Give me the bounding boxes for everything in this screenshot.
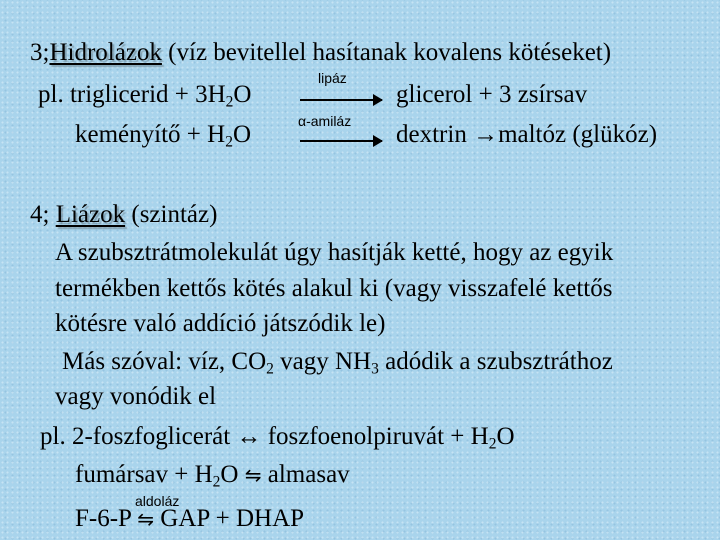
- reaction-1-products: glicerol + 3 zsírsav: [396, 81, 588, 108]
- reaction-2-reactants-text: keményítő + H: [75, 121, 226, 148]
- reaction-1-enzyme: lipáz: [318, 70, 347, 86]
- reaction-2-arrow-icon: [300, 140, 382, 142]
- para2-text-a: Más szóval: víz, CO: [62, 348, 267, 375]
- example-2: [75, 460, 350, 490]
- section-3-description: (víz bevitellel hasítanak kovalens kötéseket): [161, 39, 612, 66]
- reaction-1-arrow-icon: [300, 99, 382, 101]
- example-2-product: almasav: [267, 461, 350, 488]
- paragraph-2-line-1: [62, 347, 613, 377]
- paragraph-line-1: A szubsztrátmolekulát úgy hasítják ketté, hogy az egyik: [55, 239, 614, 266]
- example-2-text: fumársav + H: [75, 461, 213, 488]
- example-1-subscript: 2: [488, 435, 497, 453]
- equilibrium-arrows-icon: ⇋: [244, 463, 262, 487]
- paragraph-2-line-2: vagy vonódik el: [55, 383, 217, 410]
- example-3-reactant: F-6-P: [75, 505, 132, 532]
- section-3-heading: [30, 38, 611, 68]
- reaction-1-reactants: [38, 80, 251, 110]
- reaction-1-reactants-suffix: O: [233, 81, 252, 108]
- section-3-number: 3;: [30, 39, 50, 66]
- paragraph-line-3: kötésre való addíció játszódik le): [55, 310, 386, 337]
- example-1-text: pl. 2-foszfoglicerát ↔ foszfoenolpiruvát + H: [40, 423, 489, 450]
- section-3-term: Hidrolázok: [49, 39, 162, 66]
- nh3-subscript: 3: [371, 360, 379, 378]
- para2-text-b: vagy NH: [273, 348, 372, 375]
- reaction-2-reactants: [75, 120, 251, 150]
- co2-subscript: 2: [266, 360, 274, 378]
- paragraph-line-2: termékben kettős kötés alakul ki (vagy visszafelé kettős: [55, 275, 613, 302]
- reaction-2-subscript: 2: [225, 133, 233, 151]
- reaction-1-reactants-text: pl. triglicerid + 3H: [38, 81, 226, 108]
- section-4-heading: [30, 200, 217, 230]
- section-4-term: Liázok: [55, 201, 126, 228]
- para2-text-c: adódik a szubsztráthoz: [378, 348, 613, 375]
- reaction-2-enzyme: α-amiláz: [298, 113, 352, 129]
- example-2-suffix: O: [220, 461, 239, 488]
- example-1-suffix: O: [496, 423, 515, 450]
- example-3-products: GAP + DHAP: [160, 505, 305, 532]
- reaction-2-reactants-suffix: O: [232, 121, 251, 148]
- reaction-1-subscript: 2: [225, 93, 234, 111]
- example-2-subscript: 2: [212, 473, 221, 491]
- section-4-description: (szintáz): [125, 201, 218, 228]
- example-1: [40, 422, 515, 452]
- reaction-2-products: dextrin →maltóz (glükóz): [396, 121, 658, 148]
- example-3-enzyme: aldoláz: [135, 493, 180, 509]
- example-3: [75, 504, 304, 534]
- equilibrium-arrows-icon: ⇋: [137, 507, 155, 531]
- section-4-number: 4;: [30, 201, 50, 228]
